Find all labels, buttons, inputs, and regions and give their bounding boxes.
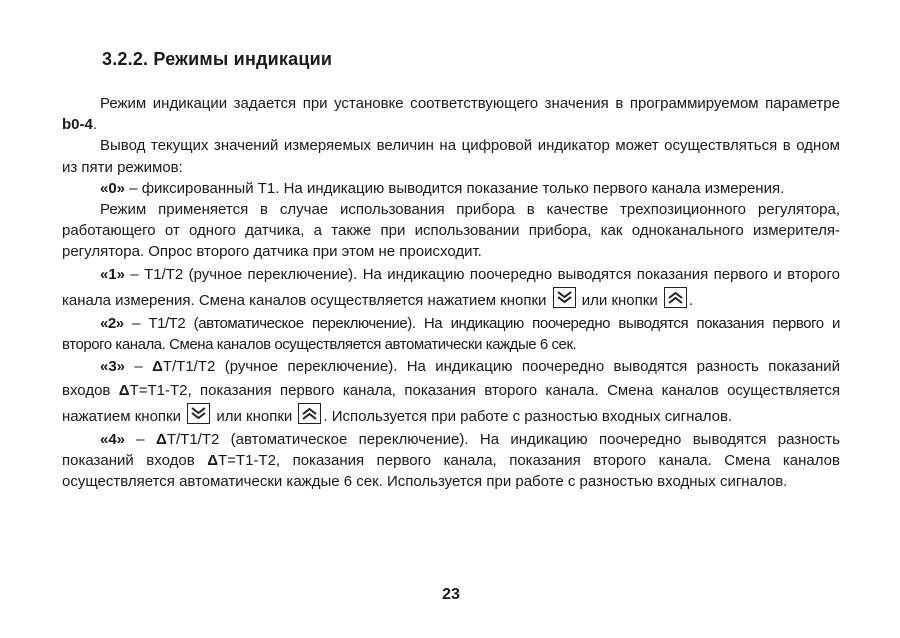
mode-1-code: «1» — [100, 265, 126, 283]
mode-0-code: «0» — [100, 179, 126, 197]
mode-1-text: – Т1/Т2 (ручное переключение). На индикацию поочередно выводятся показания первого и второго канала измерения. Смена каналов осуществляется нажатием кнопки — [62, 265, 840, 309]
mode-3-code: «3» — [100, 358, 126, 376]
mode-4-text-2: Т=Т1-Т2, показания первого канала, показания второго канала. Смена каналов осуществляется автоматически каждые 6 сек. Используется при работе с разностью входных сигналов. — [62, 452, 840, 491]
mode-2-code: «2» — [100, 314, 124, 332]
mode-3-mid: или кнопки — [212, 408, 297, 426]
parameter-code: b0-4 — [62, 116, 93, 134]
paragraph-mode-2 — [62, 313, 840, 355]
mode-0-text: – фиксированный Т1. На индикацию выводится показание только первого канала измерения. — [125, 179, 785, 197]
mode-3-dash: – — [125, 358, 153, 376]
double-chevron-up-button-icon — [298, 403, 321, 424]
page-number: 23 — [442, 586, 460, 603]
section-body — [62, 93, 840, 493]
mode-4-delta-symbol: Δ — [156, 431, 167, 449]
paragraph-mode-4 — [62, 429, 840, 493]
mode-4-dash: – — [125, 431, 157, 449]
mode-3-text-2: Т=Т1-Т2, показания первого канала, показания второго канала. Смена каналов осуществляется нажатием кнопки — [62, 382, 840, 426]
paragraph-intro-text: Режим индикации задается при установке соответствующего значения в программируемом параметре — [100, 95, 840, 112]
mode-3-delta-symbol-2: Δ — [118, 382, 130, 400]
mode-2-text: – Т1/Т2 (автоматическое переключение). На индикацию поочередно выводятся показания первого и второго канала. Смена каналов осуществляется автоматически каждые 6 сек. — [62, 314, 840, 353]
document-page — [62, 0, 840, 638]
paragraph-modes-overview: Вывод текущих значений измеряемых величин на цифровой индикатор может осуществляться в одном из пяти режимов: — [62, 137, 840, 176]
mode-3-end: . Используется при работе с разностью входных сигналов. — [323, 408, 733, 426]
paragraph-mode-0 — [62, 178, 840, 199]
mode-4-delta-symbol-2: Δ — [207, 452, 218, 470]
paragraph-mode-3 — [62, 355, 840, 429]
paragraph-intro-end: . — [92, 116, 98, 134]
mode-3-text-1: Т/Т1/Т2 (ручное переключение). На индикацию поочередно выводятся разность показаний входов — [62, 358, 840, 400]
paragraph-intro — [62, 93, 840, 135]
mode-4-text-1: Т/Т1/Т2 (автоматическое переключение). На индикацию поочередно выводятся разность показаний входов — [62, 431, 840, 470]
mode-3-delta-symbol: Δ — [152, 358, 163, 376]
double-chevron-down-button-icon — [187, 403, 210, 424]
mode-4-code: «4» — [100, 431, 126, 449]
mode-1-mid: или кнопки — [577, 291, 662, 309]
double-chevron-up-button-icon — [664, 287, 687, 308]
double-chevron-down-button-icon — [553, 287, 576, 308]
paragraph-mode-0-usage: Режим применяется в случае использования прибора в качестве трехпозиционного регулятора, работающего от одного датчика, а также при использовании прибора, как одноканального измерителя-регулятора. Опрос второго датчика при этом не происходит. — [62, 201, 840, 261]
mode-1-end: . — [688, 291, 694, 309]
section-heading: 3.2.2. Режимы индикации — [102, 49, 333, 69]
paragraph-mode-1 — [62, 263, 840, 313]
